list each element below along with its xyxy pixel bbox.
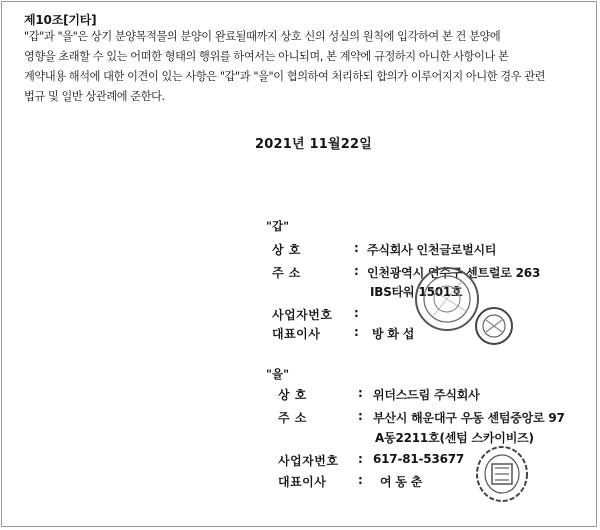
party-b-corporate-seal: [475, 445, 529, 503]
party-b-bizno-label: 사업자번호: [278, 454, 339, 468]
party-a-address-2: IBS타워 1501호: [370, 285, 463, 299]
party-b-address-1: 부산시 해운대구 우동 센텀중앙로 97: [373, 411, 565, 425]
party-b-bizno-colon: :: [358, 452, 363, 466]
party-b-bizno: 617-81-53677: [373, 452, 465, 466]
party-a-ceo: 방 화 섭: [372, 327, 415, 341]
party-b-ceo-label: 대표이사: [278, 475, 327, 489]
party-a-address-label: 주 소: [272, 266, 301, 280]
party-a-address-1: 인천광역시 연수구 센트럴로 263: [367, 266, 541, 280]
party-a-bizno-label: 사업자번호: [272, 308, 333, 322]
party-a-corporate-seal: [413, 266, 481, 332]
party-a-ceo-seal: [474, 306, 514, 346]
party-b-address-colon: :: [358, 409, 363, 423]
party-a-name: 주식회사 인천글로벌시티: [367, 243, 497, 257]
party-b-ceo-colon: :: [358, 473, 363, 487]
party-b-ceo: 여 동 춘: [380, 475, 423, 489]
party-a-name-colon: :: [354, 241, 359, 255]
clause-line-1: "갑"과 "을"은 상기 분양목적물의 분양이 완료될때까지 상호 신의 성실의 원칙에 입각하여 본 건 분양에: [24, 30, 501, 43]
party-b-name-colon: :: [358, 386, 363, 400]
clause-line-3: 계약내용 해석에 대한 이견이 있는 사항은 "갑"과 "을"이 협의하여 처리하되 합의가 이루어지지 아니한 경우 관련: [24, 70, 546, 83]
party-a-ceo-label: 대표이사: [272, 327, 321, 341]
party-a-label: "갑": [266, 219, 290, 233]
party-a-address-colon: :: [354, 264, 359, 278]
party-b-name-label: 상 호: [278, 388, 307, 402]
clause-line-2: 영향을 초래할 수 있는 어떠한 형태의 행위를 하여서는 아니되며, 본 계약에 규정하지 아니한 사항이나 본: [24, 50, 509, 63]
party-b-label: "을": [266, 367, 290, 381]
contract-date: 2021년 11월22일: [255, 137, 372, 152]
party-b-name: 위더스드림 주식회사: [373, 388, 480, 402]
party-b-address-2: A동2211호(센텀 스카이비즈): [375, 431, 534, 445]
party-a-bizno-colon: :: [354, 306, 359, 320]
party-b-address-label: 주 소: [278, 411, 307, 425]
clause-line-4: 법규 및 일반 상관례에 준한다.: [24, 90, 165, 103]
party-a-ceo-colon: :: [354, 325, 359, 339]
clause-title: 제10조[기타]: [24, 13, 97, 27]
party-a-name-label: 상 호: [272, 243, 301, 257]
